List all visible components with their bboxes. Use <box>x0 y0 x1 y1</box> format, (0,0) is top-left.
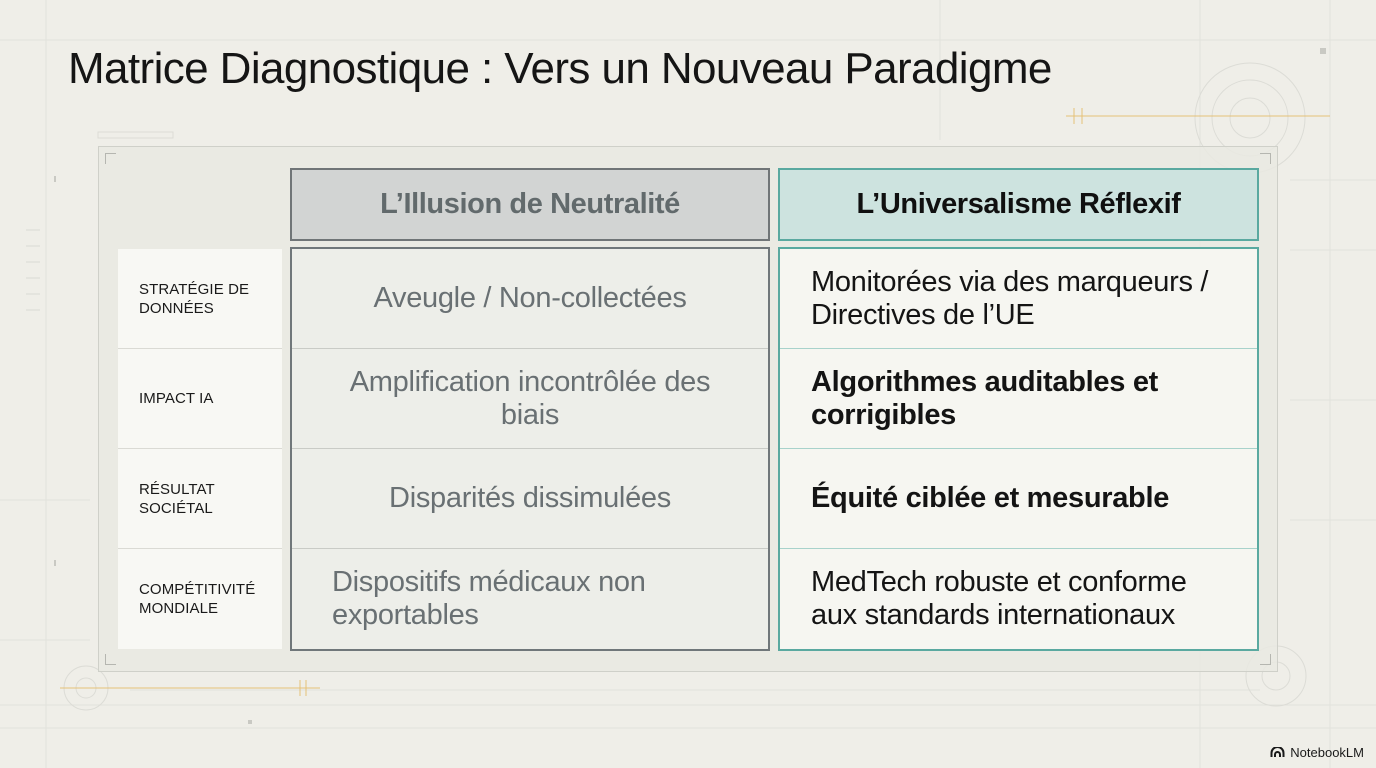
row-label-societal-outcome: RÉSULTAT SOCIÉTAL <box>118 449 282 549</box>
row-labels <box>118 249 282 649</box>
slide-title: Matrice Diagnostique : Vers un Nouveau Paradigme <box>68 44 1052 93</box>
corner-mark <box>1260 654 1271 665</box>
brand-label: NotebookLM <box>1290 745 1364 760</box>
column-header-reflexive-universalism: L’Universalisme Réflexif <box>778 168 1259 241</box>
cell-reflexive-data-strategy: Monitorées via des marqueurs / Directives de l’UE <box>780 249 1257 349</box>
corner-mark <box>1260 153 1271 164</box>
cell-neutrality-societal-outcome: Disparités dissimulées <box>292 449 768 549</box>
cell-reflexive-societal-outcome: Équité ciblée et mesurable <box>780 449 1257 549</box>
corner-mark <box>105 153 116 164</box>
column-neutrality-illusion <box>290 247 770 651</box>
cell-neutrality-global-competitiveness: Dispositifs médicaux non exportables <box>332 566 646 631</box>
cell-reflexive-ai-impact: Algorithmes auditables et corrigibles <box>780 349 1257 449</box>
column-reflexive-universalism <box>778 247 1259 651</box>
cell-reflexive-global-competitiveness: MedTech robuste et conforme aux standards internationaux <box>811 566 1187 631</box>
row-label-ai-impact: IMPACT IA <box>118 349 282 449</box>
notebooklm-branding <box>1270 745 1364 760</box>
row-label-global-competitiveness: COMPÉTITIVITÉ MONDIALE <box>139 581 256 617</box>
corner-mark <box>105 654 116 665</box>
cell-neutrality-data-strategy: Aveugle / Non-collectées <box>292 249 768 349</box>
column-header-neutrality-illusion: L’Illusion de Neutralité <box>290 168 770 241</box>
cell-neutrality-ai-impact: Amplification incontrôlée des biais <box>292 349 768 449</box>
row-label-data-strategy: STRATÉGIE DE DONNÉES <box>118 249 282 349</box>
notebooklm-logo-icon <box>1270 747 1285 758</box>
